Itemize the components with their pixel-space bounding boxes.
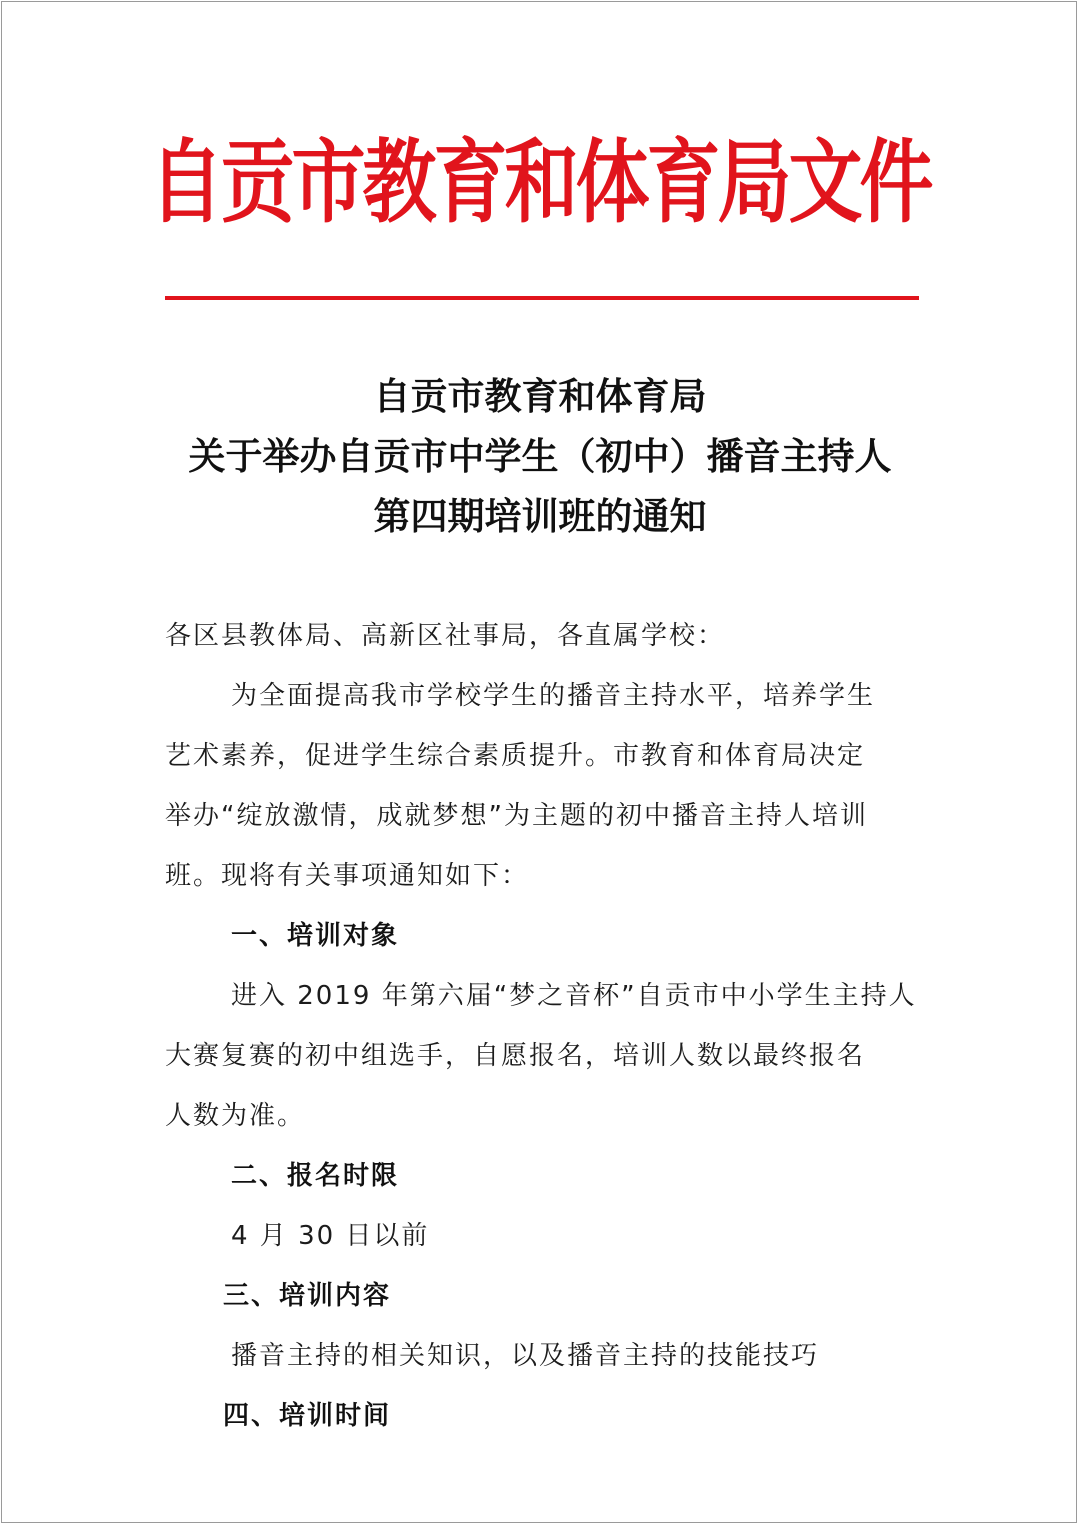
section-2-heading: 二、报名时限 <box>231 1161 400 1191</box>
section-3-heading: 三、培训内容 <box>223 1281 392 1311</box>
document-title <box>150 366 930 546</box>
title-line-3: 第四期培训班的通知 <box>373 494 707 538</box>
document-body <box>165 606 925 1446</box>
masthead <box>149 128 931 238</box>
section-1-line-2: 大赛复赛的初中组选手，自愿报名，培训人数以最终报名 <box>165 1041 866 1071</box>
section-1-line-3: 人数为准。 <box>165 1101 306 1131</box>
intro-line-1: 为全面提高我市学校学生的播音主持水平，培养学生 <box>231 681 876 711</box>
intro-line-4: 班。现将有关事项通知如下： <box>165 861 530 891</box>
section-2-body: 4 月 30 日以前 <box>231 1221 430 1251</box>
section-3-body: 播音主持的相关知识，以及播音主持的技能技巧 <box>231 1341 820 1371</box>
intro-line-3: 举办“绽放激情，成就梦想”为主题的初中播音主持人培训 <box>165 801 868 831</box>
red-divider-rule <box>165 296 919 300</box>
title-line-2: 关于举办自贡市中学生（初中）播音主持人 <box>188 434 892 478</box>
section-1-heading: 一、培训对象 <box>231 921 400 951</box>
masthead-title: 自贡市教育和体育局文件 <box>149 130 931 236</box>
section-1-line-1: 进入 2019 年第六届“梦之音杯”自贡市中小学生主持人 <box>231 981 917 1011</box>
section-4-heading: 四、培训时间 <box>223 1401 392 1431</box>
title-line-1: 自贡市教育和体育局 <box>373 374 707 418</box>
intro-line-2: 艺术素养，促进学生综合素质提升。市教育和体育局决定 <box>165 741 866 771</box>
salutation: 各区县教体局、高新区社事局，各直属学校： <box>165 621 726 651</box>
